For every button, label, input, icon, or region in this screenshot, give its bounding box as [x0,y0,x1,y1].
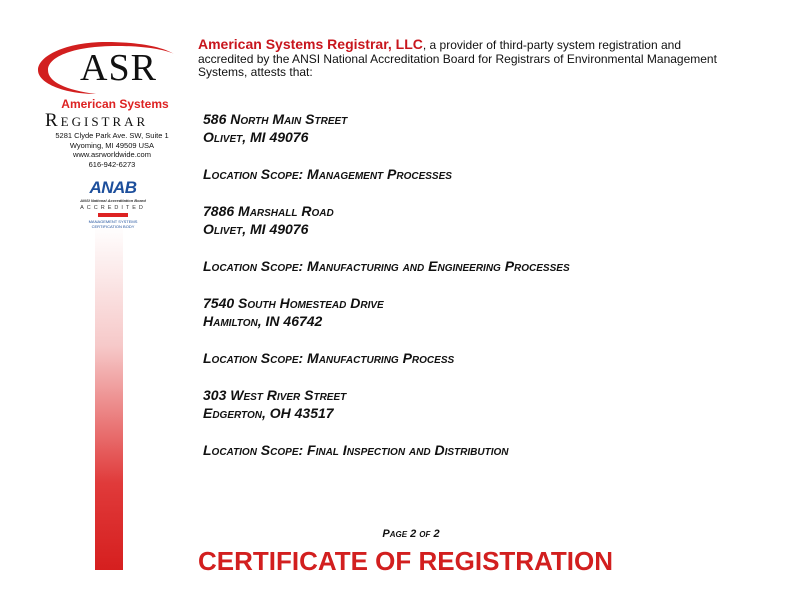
intro-paragraph [198,38,738,80]
location-scope: Location Scope: Management Processes [203,166,452,182]
anab-body-line: MANAGEMENT SYSTEMS [88,219,138,224]
anab-title: ANAB [89,178,137,197]
certificate-title: CERTIFICATE OF REGISTRATION [198,546,614,576]
street: 7886 Marshall Road [203,203,334,219]
page-number: Page 2 of 2 [382,528,440,540]
anab-subtitle: ANSI National Accreditation Board [80,198,146,203]
anab-red-band [98,213,128,217]
website: www.asrworldwide.com [73,150,151,159]
location-address [203,294,384,330]
location-address [203,110,347,146]
address-line: Wyoming, MI 49509 USA [69,140,155,150]
location-scope: Location Scope: Manufacturing and Engineering Processes [203,258,570,274]
anab-body-line: CERTIFICATION BODY [91,224,135,229]
phone: 616-942-6273 [88,159,136,169]
street: 303 West River Street [203,387,347,403]
street: 586 North Main Street [203,111,348,127]
city: Edgerton, OH 43517 [203,405,334,421]
city: Hamilton, IN 46742 [203,313,323,329]
anab-status: ACCREDITED [80,205,146,211]
address-line: 5281 Clyde Park Ave. SW, Suite 1 [55,131,169,140]
anab-accreditation-logo [68,178,158,229]
city: Olivet, MI 49076 [203,129,309,145]
logo-name-line2: Registrar [45,110,149,131]
registrar-address [45,131,179,169]
street: 7540 South Homestead Drive [203,295,384,311]
logo-name-line1: American Systems [61,97,169,111]
location-scope: Location Scope: Manufacturing Process [203,350,455,366]
city: Olivet, MI 49076 [203,221,309,237]
logo-mark: ASR [80,47,157,89]
location-address [203,386,346,422]
location-address [203,202,334,238]
location-scope: Location Scope: Final Inspection and Distribution [203,442,509,458]
decorative-red-gradient-bar [95,225,123,570]
company-name: American Systems Registrar, LLC [198,36,423,52]
intro-text: , a provider of third-party system registration and accredited by the ANSI National Accreditation Board for Registrars of Environmental Management Systems, attests that: [198,38,717,79]
